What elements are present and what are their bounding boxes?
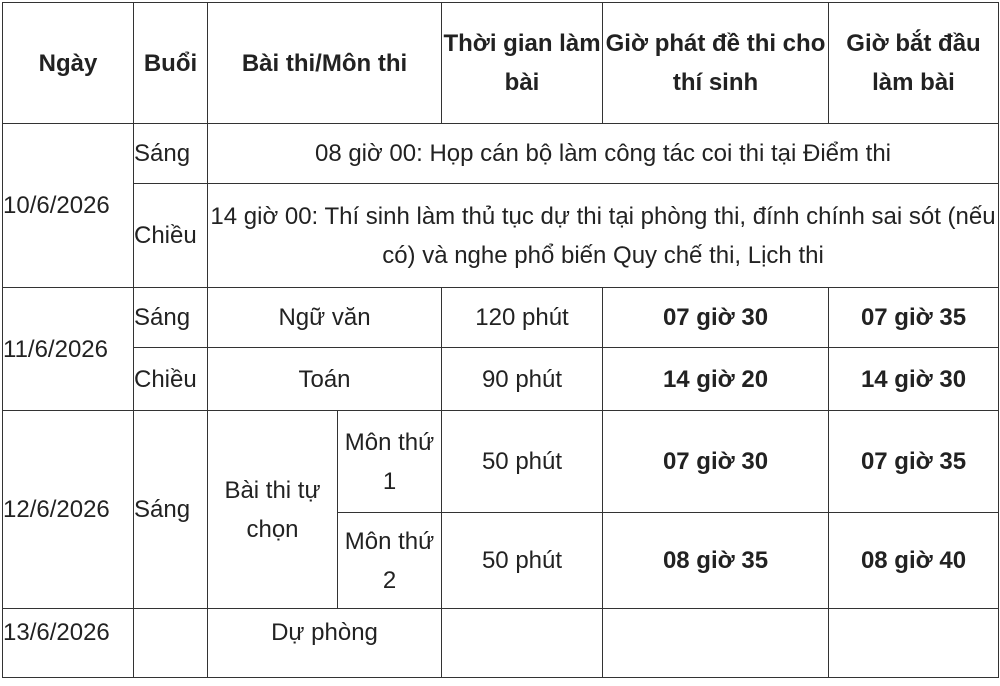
header-duration: Thời gian làm bài [442,3,603,124]
table-row [3,411,999,513]
header-start-time: Giờ bắt đầu làm bài [829,3,999,124]
date-cell: 13/6/2026 [3,609,134,678]
date-cell: 11/6/2026 [3,288,134,411]
subject-cell: Dự phòng [208,609,442,678]
paper-time-cell: 08 giờ 35 [603,513,829,609]
paper-time-cell: 07 giờ 30 [603,411,829,513]
paper-time-cell: 14 giờ 20 [603,348,829,411]
paper-time-cell [603,609,829,678]
session-cell [134,609,208,678]
start-time-cell: 07 giờ 35 [829,288,999,348]
subject-cell: Môn thứ 2 [338,513,442,609]
start-time-cell: 14 giờ 30 [829,348,999,411]
note-cell: 14 giờ 00: Thí sinh làm thủ tục dự thi tại phòng thi, đính chính sai sót (nếu có) và nghe phổ biến Quy chế thi, Lịch thi [208,184,999,288]
session-cell: Sáng [134,288,208,348]
date-cell: 10/6/2026 [3,124,134,288]
table-row [3,609,999,678]
duration-cell: 120 phút [442,288,603,348]
exam-schedule-table [2,2,999,678]
header-paper-time: Giờ phát đề thi cho thí sinh [603,3,829,124]
session-cell: Sáng [134,411,208,609]
table-row [3,184,999,288]
header-row [3,3,999,124]
note-cell: 08 giờ 00: Họp cán bộ làm công tác coi thi tại Điểm thi [208,124,999,184]
header-session: Buổi [134,3,208,124]
table-row [3,348,999,411]
duration-cell [442,609,603,678]
elective-group-cell: Bài thi tự chọn [208,411,338,609]
duration-cell: 50 phút [442,411,603,513]
header-date: Ngày [3,3,134,124]
header-subject: Bài thi/Môn thi [208,3,442,124]
paper-time-cell: 07 giờ 30 [603,288,829,348]
table-row [3,124,999,184]
duration-cell: 90 phút [442,348,603,411]
subject-cell: Ngữ văn [208,288,442,348]
start-time-cell: 08 giờ 40 [829,513,999,609]
session-cell: Chiều [134,184,208,288]
duration-cell: 50 phút [442,513,603,609]
subject-cell: Môn thứ 1 [338,411,442,513]
start-time-cell [829,609,999,678]
session-cell: Chiều [134,348,208,411]
subject-cell: Toán [208,348,442,411]
date-cell: 12/6/2026 [3,411,134,609]
start-time-cell: 07 giờ 35 [829,411,999,513]
table-row [3,288,999,348]
session-cell: Sáng [134,124,208,184]
